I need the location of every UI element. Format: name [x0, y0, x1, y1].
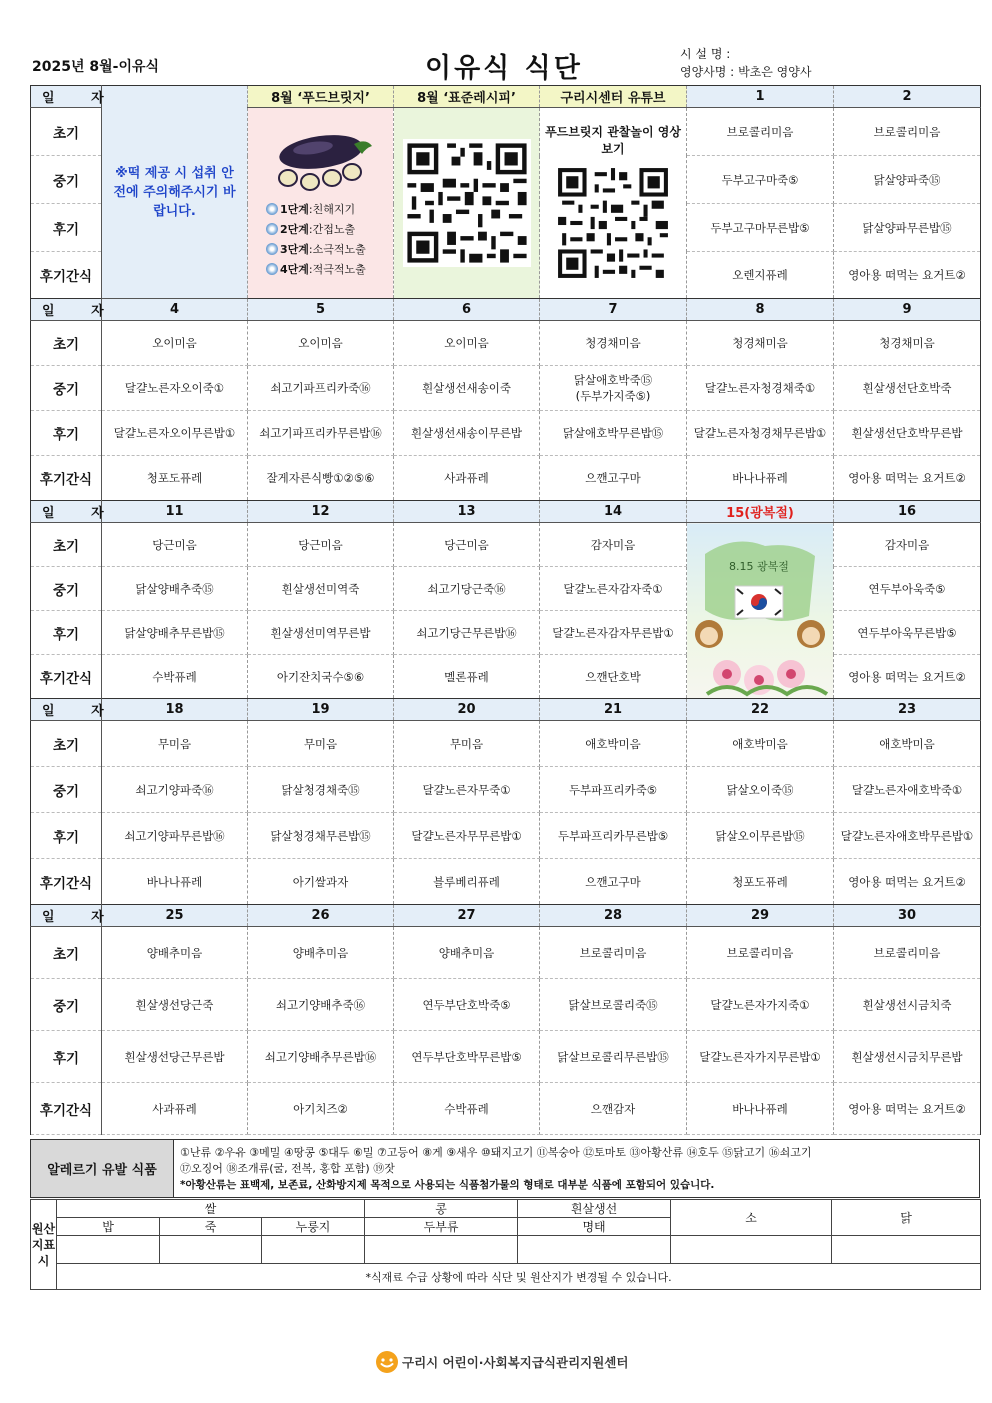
- menu-cell: 달걀노른자감자죽①: [540, 567, 687, 611]
- smile-logo-icon: [375, 1350, 399, 1374]
- menu-cell: 쇠고기양배추죽⑯: [248, 979, 394, 1031]
- menu-cell: 닭살오이죽⑮: [687, 767, 834, 813]
- menu-cell: 으깬고구마: [540, 859, 687, 905]
- menu-cell: 사과퓨레: [102, 1083, 248, 1135]
- date-cell: 27: [394, 905, 540, 927]
- origin-subheader: 두부류: [365, 1218, 518, 1236]
- menu-cell: 닭살브로콜리무른밥⑮: [540, 1031, 687, 1083]
- menu-cell: 바나나퓨레: [687, 456, 834, 501]
- menu-cell: 무미음: [394, 721, 540, 767]
- menu-cell: 오렌지퓨레: [687, 252, 834, 299]
- menu-cell: 양배추미음: [394, 927, 540, 979]
- early-label: 초기: [31, 721, 102, 767]
- menu-cell: 닭살애호박무른밥⑮: [540, 411, 687, 456]
- menu-cell: 닭살양배추무른밥⑮: [102, 611, 248, 655]
- menu-cell: 양배추미음: [102, 927, 248, 979]
- menu-cell: 닭살애호박죽⑮ (두부가지죽⑤): [540, 366, 687, 411]
- menu-cell: 양배추미음: [248, 927, 394, 979]
- org-name: 구리시 어린이·사회복지급식관리지원센터: [402, 1355, 629, 1370]
- allergy-line: ①난류 ②우유 ③메밀 ④땅콩 ⑤대두 ⑥밀 ⑦고등어 ⑧게 ⑨새우 ⑩돼지고기 ⑪복숭아 ⑫토마토 ⑬아황산류 ⑭호두 ⑮닭고기 ⑯쇠고기: [180, 1145, 812, 1159]
- snack-label: 후기간식: [31, 456, 102, 501]
- menu-cell: 바나나퓨레: [102, 859, 248, 905]
- origin-beef-header: 소: [671, 1200, 832, 1236]
- menu-cell: 흰살생선단호박무른밥: [834, 411, 981, 456]
- menu-cell: 블루베리퓨레: [394, 859, 540, 905]
- menu-cell: 당근미음: [102, 523, 248, 567]
- date-cell: 20: [394, 699, 540, 721]
- menu-cell: 청경채미음: [540, 321, 687, 366]
- menu-cell: 으깬감자: [540, 1083, 687, 1135]
- allergy-table: [30, 1139, 980, 1198]
- menu-cell: 닭살오이무른밥⑮: [687, 813, 834, 859]
- menu-cell: 흰살생선새송이무른밥: [394, 411, 540, 456]
- allergy-label: 알레르기 유발 식품: [31, 1140, 174, 1198]
- date-row: [31, 299, 981, 321]
- origin-subheader: 죽: [160, 1218, 262, 1236]
- date-cell: 13: [394, 501, 540, 523]
- date-label: 일 자: [31, 699, 102, 721]
- date-cell: 25: [102, 905, 248, 927]
- youtube-qr-panel[interactable]: [540, 108, 687, 299]
- menu-cell: 흰살생선시금치죽: [834, 979, 981, 1031]
- menu-cell: 청경채미음: [834, 321, 981, 366]
- late-label: 후기: [31, 411, 102, 456]
- meal-row-snack: [31, 456, 981, 501]
- safety-notice: ※떡 제공 시 섭취 안전에 주의해주시기 바랍니다.: [102, 86, 248, 299]
- youtube-header: 구리시센터 유튜브: [540, 86, 687, 108]
- early-label: 초기: [31, 108, 102, 156]
- origin-table: [30, 1199, 981, 1290]
- menu-cell: 달걀노른자애호박무른밥①: [834, 813, 981, 859]
- origin-chicken-header: 닭: [832, 1200, 981, 1236]
- menu-cell: 달걀노른자무무른밥①: [394, 813, 540, 859]
- menu-cell: 달걀노른자감자무른밥①: [540, 611, 687, 655]
- date-row: [31, 501, 981, 523]
- facility-name-label: 시 설 명 :: [680, 47, 731, 61]
- menu-cell: 흰살생선단호박죽: [834, 366, 981, 411]
- menu-cell: 사과퓨레: [394, 456, 540, 501]
- menu-cell: 오이미음: [394, 321, 540, 366]
- date-cell: 1: [687, 86, 834, 108]
- date-cell: 23: [834, 699, 981, 721]
- allergy-line: ⑰오징어 ⑱조개류(굴, 전복, 홍합 포함) ⑲잣: [180, 1161, 395, 1175]
- menu-cell: 닭살양파죽⑮: [834, 156, 981, 204]
- step-item: 3단계:소극적노출: [266, 240, 366, 260]
- menu-cell: 달걀노른자애호박죽①: [834, 767, 981, 813]
- menu-cell: 달걀노른자청경채무른밥①: [687, 411, 834, 456]
- meal-row-snack: [31, 859, 981, 905]
- late-label: 후기: [31, 204, 102, 252]
- origin-subheader: 누룽지: [262, 1218, 365, 1236]
- menu-cell: 브로콜리미음: [834, 927, 981, 979]
- recipe-qr-panel[interactable]: [394, 108, 540, 299]
- menu-cell: 수박퓨레: [394, 1083, 540, 1135]
- date-cell: 5: [248, 299, 394, 321]
- menu-cell: 감자미음: [834, 523, 981, 567]
- menu-cell: 두부고구마죽⑤: [687, 156, 834, 204]
- snack-label: 후기간식: [31, 1083, 102, 1135]
- recipe-header: 8월 ‘표준레시피’: [394, 86, 540, 108]
- menu-cell: 쇠고기양배추무른밥⑯: [248, 1031, 394, 1083]
- early-label: 초기: [31, 927, 102, 979]
- date-cell: 14: [540, 501, 687, 523]
- meal-row-early: [31, 721, 981, 767]
- menu-cell: 으깬단호박: [540, 655, 687, 699]
- svg-text:8.15 광복절: 8.15 광복절: [729, 559, 789, 573]
- menu-table: [30, 85, 981, 1135]
- menu-cell: 당근미음: [394, 523, 540, 567]
- year-month-label: 2025년 8월-이유식: [32, 59, 160, 75]
- menu-cell: 흰살생선미역죽: [248, 567, 394, 611]
- date-label: 일 자: [31, 86, 102, 108]
- snack-label: 후기간식: [31, 252, 102, 299]
- menu-cell: 달걀노른자가지죽①: [687, 979, 834, 1031]
- date-row: [31, 905, 981, 927]
- document-header: [30, 44, 980, 84]
- meal-row-middle: [31, 767, 981, 813]
- menu-cell: 연두부아욱죽⑤: [834, 567, 981, 611]
- origin-rice-header: 쌀: [57, 1200, 365, 1218]
- holiday-date-cell: 15(광복절): [687, 501, 834, 523]
- menu-cell: 오이미음: [248, 321, 394, 366]
- meal-row-early: [31, 927, 981, 979]
- date-cell: 30: [834, 905, 981, 927]
- step-item: 4단계:적극적노출: [266, 260, 366, 280]
- date-cell: 28: [540, 905, 687, 927]
- date-cell: 11: [102, 501, 248, 523]
- menu-cell: 달걀노른자무죽①: [394, 767, 540, 813]
- menu-cell: 청포도퓨레: [102, 456, 248, 501]
- origin-value: [262, 1236, 365, 1264]
- dietitian-name: 박초은 영양사: [738, 65, 812, 79]
- menu-cell: 달걀노른자가지무른밥①: [687, 1031, 834, 1083]
- page-title: 이유식 식단: [425, 53, 583, 84]
- date-label: 일 자: [31, 905, 102, 927]
- allergy-list: [174, 1140, 980, 1198]
- origin-value: [671, 1236, 832, 1264]
- date-cell: 12: [248, 501, 394, 523]
- foodbridge-steps: [266, 200, 366, 280]
- middle-label: 중기: [31, 567, 102, 611]
- date-cell: 22: [687, 699, 834, 721]
- late-label: 후기: [31, 813, 102, 859]
- meal-row-middle: [31, 366, 981, 411]
- middle-label: 중기: [31, 979, 102, 1031]
- middle-label: 중기: [31, 156, 102, 204]
- menu-cell: 청포도퓨레: [687, 859, 834, 905]
- menu-cell: 연두부아욱무른밥⑤: [834, 611, 981, 655]
- date-cell: 21: [540, 699, 687, 721]
- eggplant-image: [266, 112, 376, 194]
- meal-row-late: [31, 1031, 981, 1083]
- menu-cell: 영아용 떠먹는 요거트②: [834, 655, 981, 699]
- menu-cell: 당근미음: [248, 523, 394, 567]
- date-cell: 2: [834, 86, 981, 108]
- date-row: [31, 86, 981, 108]
- menu-cell: 애호박미음: [834, 721, 981, 767]
- dietitian-label: 영양사명 :: [680, 65, 735, 79]
- menu-cell: 아기잔치국수⑤⑥: [248, 655, 394, 699]
- date-cell: 4: [102, 299, 248, 321]
- menu-cell: 수박퓨레: [102, 655, 248, 699]
- youtube-caption: 푸드브릿지 관찰놀이 영상 보기: [545, 125, 681, 156]
- menu-cell: 쇠고기파프리카무른밥⑯: [248, 411, 394, 456]
- meal-row-middle: [31, 979, 981, 1031]
- menu-cell: 감자미음: [540, 523, 687, 567]
- menu-cell: 쇠고기양파무른밥⑯: [102, 813, 248, 859]
- liberation-day-illustration: [687, 523, 834, 699]
- date-cell: 7: [540, 299, 687, 321]
- meal-row-snack: [31, 1083, 981, 1135]
- menu-cell: 두부파프리카죽⑤: [540, 767, 687, 813]
- origin-fish-header: 흰살생선: [518, 1200, 671, 1218]
- date-cell: 8: [687, 299, 834, 321]
- date-cell: 19: [248, 699, 394, 721]
- early-label: 초기: [31, 523, 102, 567]
- step-item: 1단계:친해지기: [266, 200, 366, 220]
- menu-cell: 무미음: [102, 721, 248, 767]
- middle-label: 중기: [31, 366, 102, 411]
- menu-cell: 흰살생선시금치무른밥: [834, 1031, 981, 1083]
- date-row: [31, 699, 981, 721]
- date-cell: 6: [394, 299, 540, 321]
- late-label: 후기: [31, 611, 102, 655]
- foodbridge-header: 8월 ‘푸드브릿지’: [248, 86, 394, 108]
- menu-cell: 닭살양파무른밥⑮: [834, 204, 981, 252]
- origin-note: *식재료 수급 상황에 따라 식단 및 원산지가 변경될 수 있습니다.: [57, 1264, 981, 1290]
- origin-value: [832, 1236, 981, 1264]
- meal-row-late: [31, 611, 981, 655]
- menu-cell: 닭살청경채무른밥⑮: [248, 813, 394, 859]
- meal-row-early: [31, 321, 981, 366]
- menu-cell: 쇠고기당근죽⑯: [394, 567, 540, 611]
- menu-cell: 흰살생선당근죽: [102, 979, 248, 1031]
- menu-cell: 흰살생선새송이죽: [394, 366, 540, 411]
- date-cell: 18: [102, 699, 248, 721]
- menu-cell: 아기쌀과자: [248, 859, 394, 905]
- origin-value: [365, 1236, 518, 1264]
- origin-label: 원산지표시: [31, 1200, 57, 1290]
- origin-subheader: 명태: [518, 1218, 671, 1236]
- snack-label: 후기간식: [31, 859, 102, 905]
- menu-cell: 연두부단호박죽⑤: [394, 979, 540, 1031]
- menu-cell: 애호박미음: [540, 721, 687, 767]
- origin-subheader: 밥: [57, 1218, 160, 1236]
- meal-row-middle: [31, 567, 981, 611]
- date-label: 일 자: [31, 299, 102, 321]
- origin-value: [57, 1236, 160, 1264]
- menu-cell: 영아용 떠먹는 요거트②: [834, 456, 981, 501]
- menu-cell: 브로콜리미음: [687, 108, 834, 156]
- origin-bean-header: 콩: [365, 1200, 518, 1218]
- menu-cell: 멜론퓨레: [394, 655, 540, 699]
- menu-cell: 쇠고기파프리카죽⑯: [248, 366, 394, 411]
- menu-cell: 잘게자른식빵①②⑤⑥: [248, 456, 394, 501]
- menu-cell: 달걀노른자청경채죽①: [687, 366, 834, 411]
- allergy-note: *아황산류는 표백제, 보존료, 산화방지제 목적으로 사용되는 식품첨가물의 형태로 대부분 식품에 포함되어 있습니다.: [180, 1178, 715, 1191]
- menu-cell: 브로콜리미음: [834, 108, 981, 156]
- step-item: 2단계:간접노출: [266, 220, 366, 240]
- liberation-day-image: [687, 524, 833, 698]
- menu-cell: 바나나퓨레: [687, 1083, 834, 1135]
- menu-cell: 두부파프리카무른밥⑤: [540, 813, 687, 859]
- menu-cell: 달걀노른자오이무른밥①: [102, 411, 248, 456]
- meal-row-early: [31, 523, 981, 567]
- middle-label: 중기: [31, 767, 102, 813]
- menu-cell: 무미음: [248, 721, 394, 767]
- menu-cell: 연두부단호박무른밥⑤: [394, 1031, 540, 1083]
- date-cell: 26: [248, 905, 394, 927]
- menu-cell: 브로콜리미음: [687, 927, 834, 979]
- menu-cell: 달걀노른자오이죽①: [102, 366, 248, 411]
- origin-value: [160, 1236, 262, 1264]
- menu-cell: 닭살청경채죽⑮: [248, 767, 394, 813]
- menu-cell: 으깬고구마: [540, 456, 687, 501]
- menu-cell: 영아용 떠먹는 요거트②: [834, 252, 981, 299]
- recipe-qr-code[interactable]: [403, 139, 531, 267]
- menu-cell: 흰살생선미역무른밥: [248, 611, 394, 655]
- menu-cell: 아기치즈②: [248, 1083, 394, 1135]
- facility-info: [680, 45, 811, 81]
- menu-cell: 애호박미음: [687, 721, 834, 767]
- snack-label: 후기간식: [31, 655, 102, 699]
- youtube-qr-code[interactable]: [554, 164, 672, 282]
- menu-cell: 두부고구마무른밥⑤: [687, 204, 834, 252]
- meal-row-late: [31, 813, 981, 859]
- menu-cell: 닭살양배추죽⑮: [102, 567, 248, 611]
- menu-cell: 닭살브로콜리죽⑮: [540, 979, 687, 1031]
- menu-cell: 브로콜리미음: [540, 927, 687, 979]
- meal-row-late: [31, 411, 981, 456]
- footer: [375, 1350, 628, 1374]
- menu-cell: 청경채미음: [687, 321, 834, 366]
- foodbridge-panel: [248, 108, 394, 299]
- date-cell: 9: [834, 299, 981, 321]
- menu-cell: 영아용 떠먹는 요거트②: [834, 859, 981, 905]
- menu-cell: 영아용 떠먹는 요거트②: [834, 1083, 981, 1135]
- menu-cell: 오이미음: [102, 321, 248, 366]
- meal-row-snack: [31, 655, 981, 699]
- early-label: 초기: [31, 321, 102, 366]
- date-label: 일 자: [31, 501, 102, 523]
- origin-value: [518, 1236, 671, 1264]
- date-cell: 16: [834, 501, 981, 523]
- menu-cell: 쇠고기양파죽⑯: [102, 767, 248, 813]
- late-label: 후기: [31, 1031, 102, 1083]
- menu-cell: 흰살생선당근무른밥: [102, 1031, 248, 1083]
- date-cell: 29: [687, 905, 834, 927]
- menu-cell: 쇠고기당근무른밥⑯: [394, 611, 540, 655]
